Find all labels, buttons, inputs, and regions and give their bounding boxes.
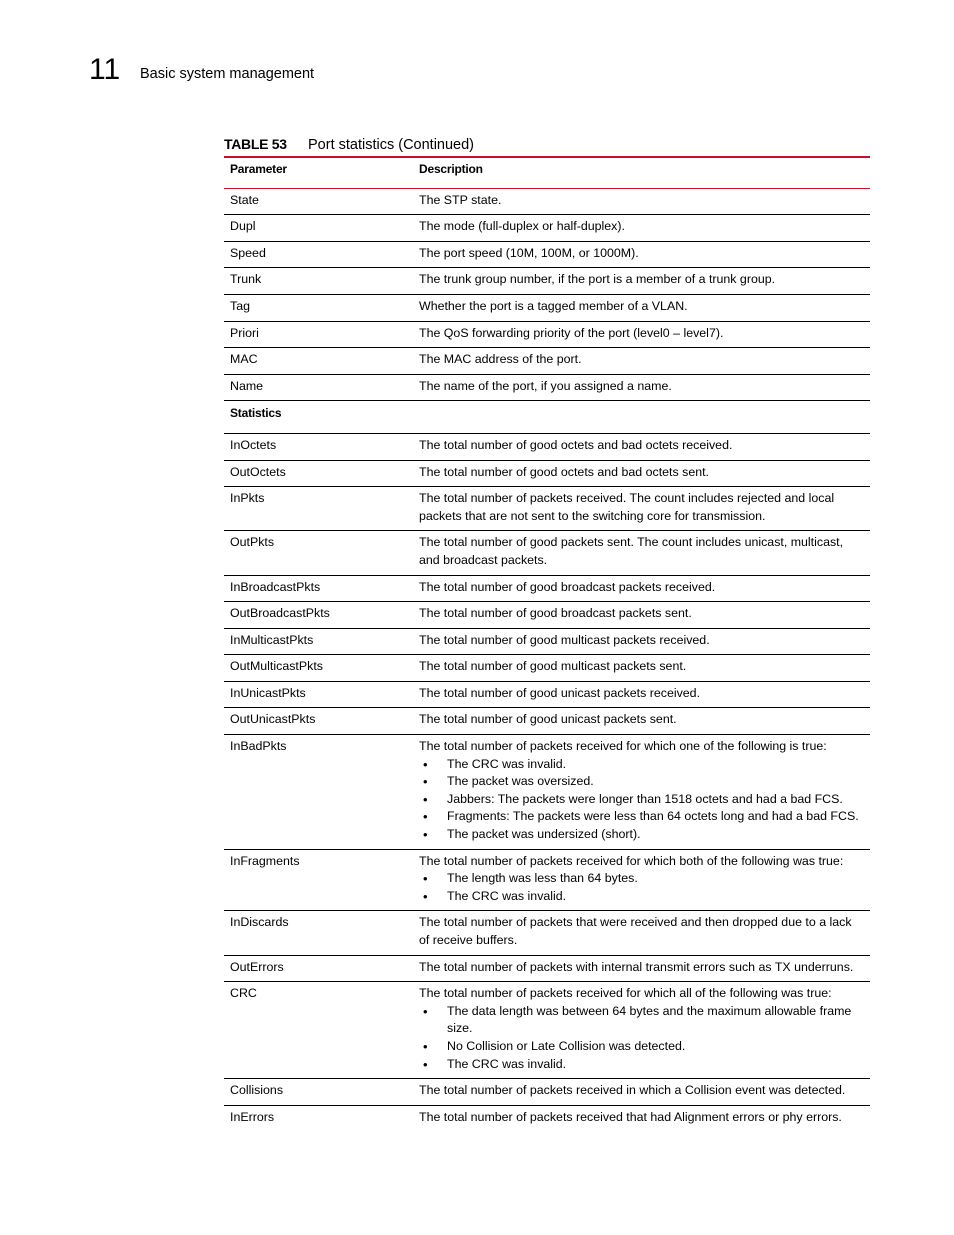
description-cell <box>413 955 870 982</box>
parameter-cell: CRC <box>224 982 413 1079</box>
table-row <box>224 241 870 268</box>
parameter-cell: Tag <box>224 294 413 321</box>
bullet-icon: • <box>423 1056 428 1072</box>
description-cell <box>413 681 870 708</box>
bullet-icon: • <box>423 888 428 904</box>
description-cell <box>413 602 870 629</box>
description-text: The total number of packets with internal transmit errors such as TX underruns. <box>419 959 854 974</box>
description-cell <box>413 241 870 268</box>
parameter-cell: OutErrors <box>224 955 413 982</box>
description-text: The total number of packets received. The count includes rejected and local packets that are not sent to the switching core for transmission. <box>419 491 835 523</box>
bullet-text: The CRC was invalid. <box>447 1056 567 1071</box>
table-row <box>224 575 870 602</box>
bullet-item <box>419 888 864 906</box>
parameter-cell: InMulticastPkts <box>224 628 413 655</box>
description-cell <box>413 708 870 735</box>
table-row <box>224 602 870 629</box>
description-text: The total number of good broadcast packets sent. <box>419 606 692 621</box>
description-cell <box>413 294 870 321</box>
table-caption-text: Port statistics (Continued) <box>308 137 475 153</box>
bullet-text: The CRC was invalid. <box>447 756 567 771</box>
description-cell <box>413 348 870 375</box>
bullet-list <box>419 1003 864 1073</box>
parameter-cell: MAC <box>224 348 413 375</box>
parameter-cell: InPkts <box>224 487 413 531</box>
bullet-item <box>419 808 864 826</box>
description-text: The total number of packets received for which both of the following was true: <box>419 853 844 868</box>
description-cell <box>413 215 870 242</box>
parameter-cell: Priori <box>224 321 413 348</box>
bullet-icon: • <box>423 871 428 887</box>
parameter-cell: Collisions <box>224 1079 413 1106</box>
table-row <box>224 735 870 850</box>
description-text: The total number of good multicast packets received. <box>419 632 710 647</box>
bullet-text: No Collision or Late Collision was detected. <box>447 1038 686 1053</box>
bullet-icon: • <box>423 827 428 843</box>
description-text: The total number of packets received that had Alignment errors or phy errors. <box>419 1109 842 1124</box>
description-cell <box>413 575 870 602</box>
table-row <box>224 708 870 735</box>
bullet-text: The length was less than 64 bytes. <box>447 871 638 886</box>
description-cell <box>413 433 870 460</box>
table-caption <box>224 134 870 155</box>
description-text: The total number of packets received for which one of the following is true: <box>419 739 827 754</box>
table-row <box>224 460 870 487</box>
description-text: The QoS forwarding priority of the port (level0 – level7). <box>419 325 724 340</box>
parameter-cell: InBroadcastPkts <box>224 575 413 602</box>
description-cell <box>413 531 870 575</box>
description-cell <box>413 374 870 401</box>
table-row <box>224 628 870 655</box>
bullet-icon: • <box>423 1003 428 1019</box>
table-row <box>224 982 870 1079</box>
description-text: The port speed (10M, 100M, or 1000M). <box>419 245 639 260</box>
bullet-item <box>419 1038 864 1056</box>
description-text: The mode (full-duplex or half-duplex). <box>419 219 625 234</box>
description-cell <box>413 1079 870 1106</box>
table-row <box>224 374 870 401</box>
description-text: The total number of good unicast packets sent. <box>419 712 677 727</box>
bullet-icon: • <box>423 756 428 772</box>
table-row <box>224 348 870 375</box>
bullet-icon: • <box>423 1038 428 1054</box>
chapter-number: 11 <box>89 53 121 86</box>
bullet-item <box>419 1056 864 1074</box>
bullet-item <box>419 773 864 791</box>
description-text: The name of the port, if you assigned a name. <box>419 378 672 393</box>
section-label: Statistics <box>224 401 870 434</box>
bullet-text: Fragments: The packets were less than 64 octets long and had a bad FCS. <box>447 809 859 824</box>
bullet-item <box>419 826 864 844</box>
description-cell <box>413 735 870 850</box>
table-row <box>224 681 870 708</box>
parameter-cell: OutUnicastPkts <box>224 708 413 735</box>
bullet-text: The packet was oversized. <box>447 774 594 789</box>
parameter-cell: State <box>224 188 413 215</box>
table-row <box>224 849 870 911</box>
section-row-statistics <box>224 401 870 434</box>
table-row <box>224 268 870 295</box>
column-header-parameter: Parameter <box>224 158 413 188</box>
bullet-item <box>419 870 864 888</box>
description-text: Whether the port is a tagged member of a VLAN. <box>419 298 688 313</box>
table-row <box>224 1105 870 1131</box>
parameter-cell: Dupl <box>224 215 413 242</box>
parameter-cell: OutOctets <box>224 460 413 487</box>
chapter-title: Basic system management <box>140 66 315 82</box>
bullet-icon: • <box>423 791 428 807</box>
description-cell <box>413 487 870 531</box>
bullet-list <box>419 756 864 844</box>
description-text: The total number of good packets sent. The count includes unicast, multicast, and broadcast packets. <box>419 535 844 567</box>
description-cell <box>413 655 870 682</box>
description-cell <box>413 1105 870 1131</box>
table-row <box>224 487 870 531</box>
bullet-text: Jabbers: The packets were longer than 1518 octets and had a bad FCS. <box>447 791 843 806</box>
description-text: The total number of packets that were received and then dropped due to a lack of receive buffers. <box>419 915 852 947</box>
description-cell <box>413 188 870 215</box>
description-text: The MAC address of the port. <box>419 352 582 367</box>
table-body <box>224 188 870 1131</box>
bullet-text: The data length was between 64 bytes and the maximum allowable frame size. <box>447 1003 852 1036</box>
table-row <box>224 433 870 460</box>
description-text: The total number of packets received in which a Collision event was detected. <box>419 1083 846 1098</box>
description-cell <box>413 982 870 1079</box>
parameter-cell: InOctets <box>224 433 413 460</box>
bullet-text: The packet was undersized (short). <box>447 827 641 842</box>
parameter-cell: InDiscards <box>224 911 413 955</box>
table-row <box>224 655 870 682</box>
table-row <box>224 531 870 575</box>
description-text: The total number of good broadcast packets received. <box>419 579 716 594</box>
description-text: The total number of packets received for which all of the following was true: <box>419 986 832 1001</box>
bullet-text: The CRC was invalid. <box>447 888 567 903</box>
table-row <box>224 294 870 321</box>
description-cell <box>413 460 870 487</box>
description-cell <box>413 268 870 295</box>
description-text: The total number of good octets and bad octets sent. <box>419 464 709 479</box>
description-cell <box>413 628 870 655</box>
parameter-cell: InBadPkts <box>224 735 413 850</box>
bullet-icon: • <box>423 809 428 825</box>
table-row <box>224 215 870 242</box>
parameter-cell: OutMulticastPkts <box>224 655 413 682</box>
description-text: The trunk group number, if the port is a member of a trunk group. <box>419 272 776 287</box>
description-cell <box>413 849 870 911</box>
bullet-item <box>419 791 864 809</box>
description-text: The total number of good unicast packets received. <box>419 685 701 700</box>
table-row <box>224 911 870 955</box>
table-row <box>224 955 870 982</box>
table-header-row <box>224 158 870 188</box>
description-text: The total number of good multicast packets sent. <box>419 659 687 674</box>
bullet-list <box>419 870 864 905</box>
bullet-item <box>419 756 864 774</box>
table-row <box>224 188 870 215</box>
parameter-cell: InFragments <box>224 849 413 911</box>
parameter-cell: Trunk <box>224 268 413 295</box>
parameter-cell: OutPkts <box>224 531 413 575</box>
parameter-cell: Speed <box>224 241 413 268</box>
bullet-item <box>419 1003 864 1038</box>
description-text: The STP state. <box>419 192 502 207</box>
table-label: TABLE 53 <box>224 136 287 152</box>
table-row <box>224 1079 870 1106</box>
bullet-icon: • <box>423 774 428 790</box>
parameter-cell: InUnicastPkts <box>224 681 413 708</box>
column-header-description: Description <box>413 158 870 188</box>
parameter-cell: InErrors <box>230 1109 275 1124</box>
port-statistics-table <box>224 158 870 1131</box>
parameter-cell: Name <box>224 374 413 401</box>
parameter-cell: OutBroadcastPkts <box>224 602 413 629</box>
table-row <box>224 321 870 348</box>
description-cell <box>413 321 870 348</box>
description-text: The total number of good octets and bad octets received. <box>419 437 733 452</box>
description-cell <box>413 911 870 955</box>
